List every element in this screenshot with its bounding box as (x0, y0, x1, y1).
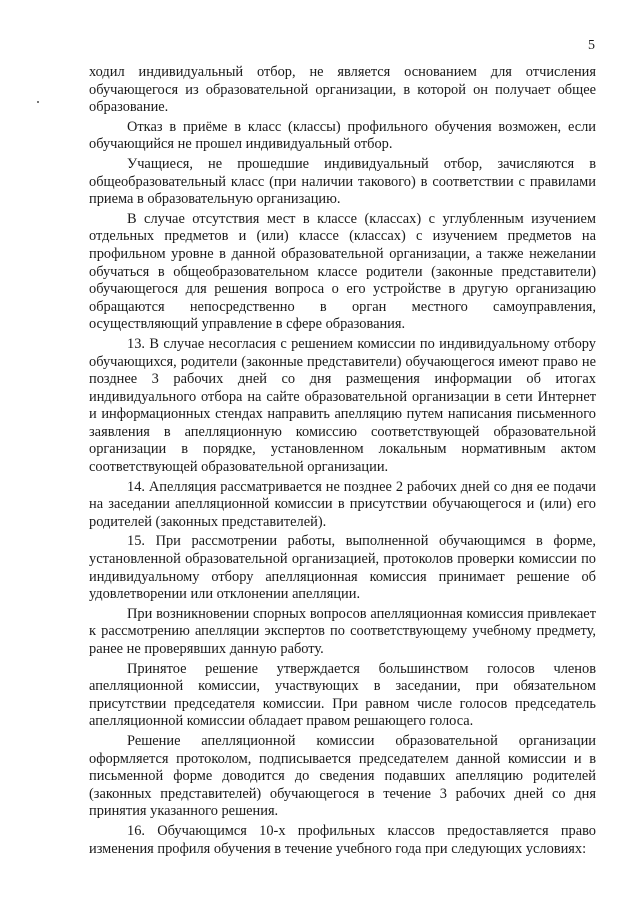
scan-mark (37, 101, 39, 103)
paragraph: Решение апелляционной комиссии образовательной организации оформляется протоколом, подписывается председателем данной комиссии и в письменной форме доводится до сведения подавших апелляцию родителей (законных представителей) обучающегося в течение 3 рабочих дней со дня принятия указанного решения. (89, 732, 596, 820)
page-number: 5 (588, 38, 595, 53)
paragraph: ходил индивидуальный отбор, не является основанием для отчисления обучающегося из образовательной организации, в которой он получает общее образование. (89, 64, 596, 116)
paragraph: При возникновении спорных вопросов апелляционная комиссия привлекает к рассмотрению апелляции экспертов по соответствующему учебному предмету, ранее не проверявших данную работу. (89, 605, 596, 657)
paragraph: Отказ в приёме в класс (классы) профильного обучения возможен, если обучающийся не прошел индивидуальный отбор. (89, 118, 596, 153)
paragraph: Учащиеся, не прошедшие индивидуальный отбор, зачисляются в общеобразовательный класс (при наличии такового) в соответствии с правилами приема в образовательную организацию. (89, 155, 596, 208)
paragraph: 13. В случае несогласия с решением комиссии по индивидуальному отбору обучающихся, родители (законные представители) обучающегося имеют право не позднее 3 рабочих дней со дня размещения информации об итогах индивидуального отбора на сайте образовательной организации в сети Интернет и информационных стендах направить апелляцию путем написания письменного заявления в апелляционную комиссию соответствующей образовательной организации в порядке, установленном локальным нормативным актом соответствующей образовательной организации. (89, 335, 596, 476)
paragraph: 14. Апелляция рассматривается не позднее 2 рабочих дней со дня ее подачи на заседании апелляционной комиссии в присутствии обучающегося и (или) его родителей (законных представителей). (89, 478, 596, 530)
paragraph: 16. Обучающимся 10-х профильных классов предоставляется право изменения профиля обучения в течение учебного года при следующих условиях: (89, 822, 596, 857)
paragraph: Принятое решение утверждается большинством голосов членов апелляционной комиссии, участвующих в заседании, при обязательном присутствии председателя комиссии. При равном числе голосов председатель апелляционной комиссии обладает правом решающего голоса. (89, 660, 596, 730)
paragraph: В случае отсутствия мест в классе (классах) с углубленным изучением отдельных предметов и (или) классе (классах) с изучением предметов на профильном уровне в данной образовательной организации, а также нежелании обучаться в общеобразовательном классе родители (законные представители) обучающегося для решения вопроса о его устройстве в другую организацию обращаются непосредственно в орган местного самоуправления, осуществляющий управление в сфере образования. (89, 210, 596, 333)
document-body (89, 64, 596, 860)
paragraph: 15. При рассмотрении работы, выполненной обучающимся в форме, установленной образовательной организацией, протоколов проверки комиссии по индивидуальному отбору апелляционная комиссия принимает решение об удовлетворении или отклонении апелляции. (89, 533, 596, 603)
